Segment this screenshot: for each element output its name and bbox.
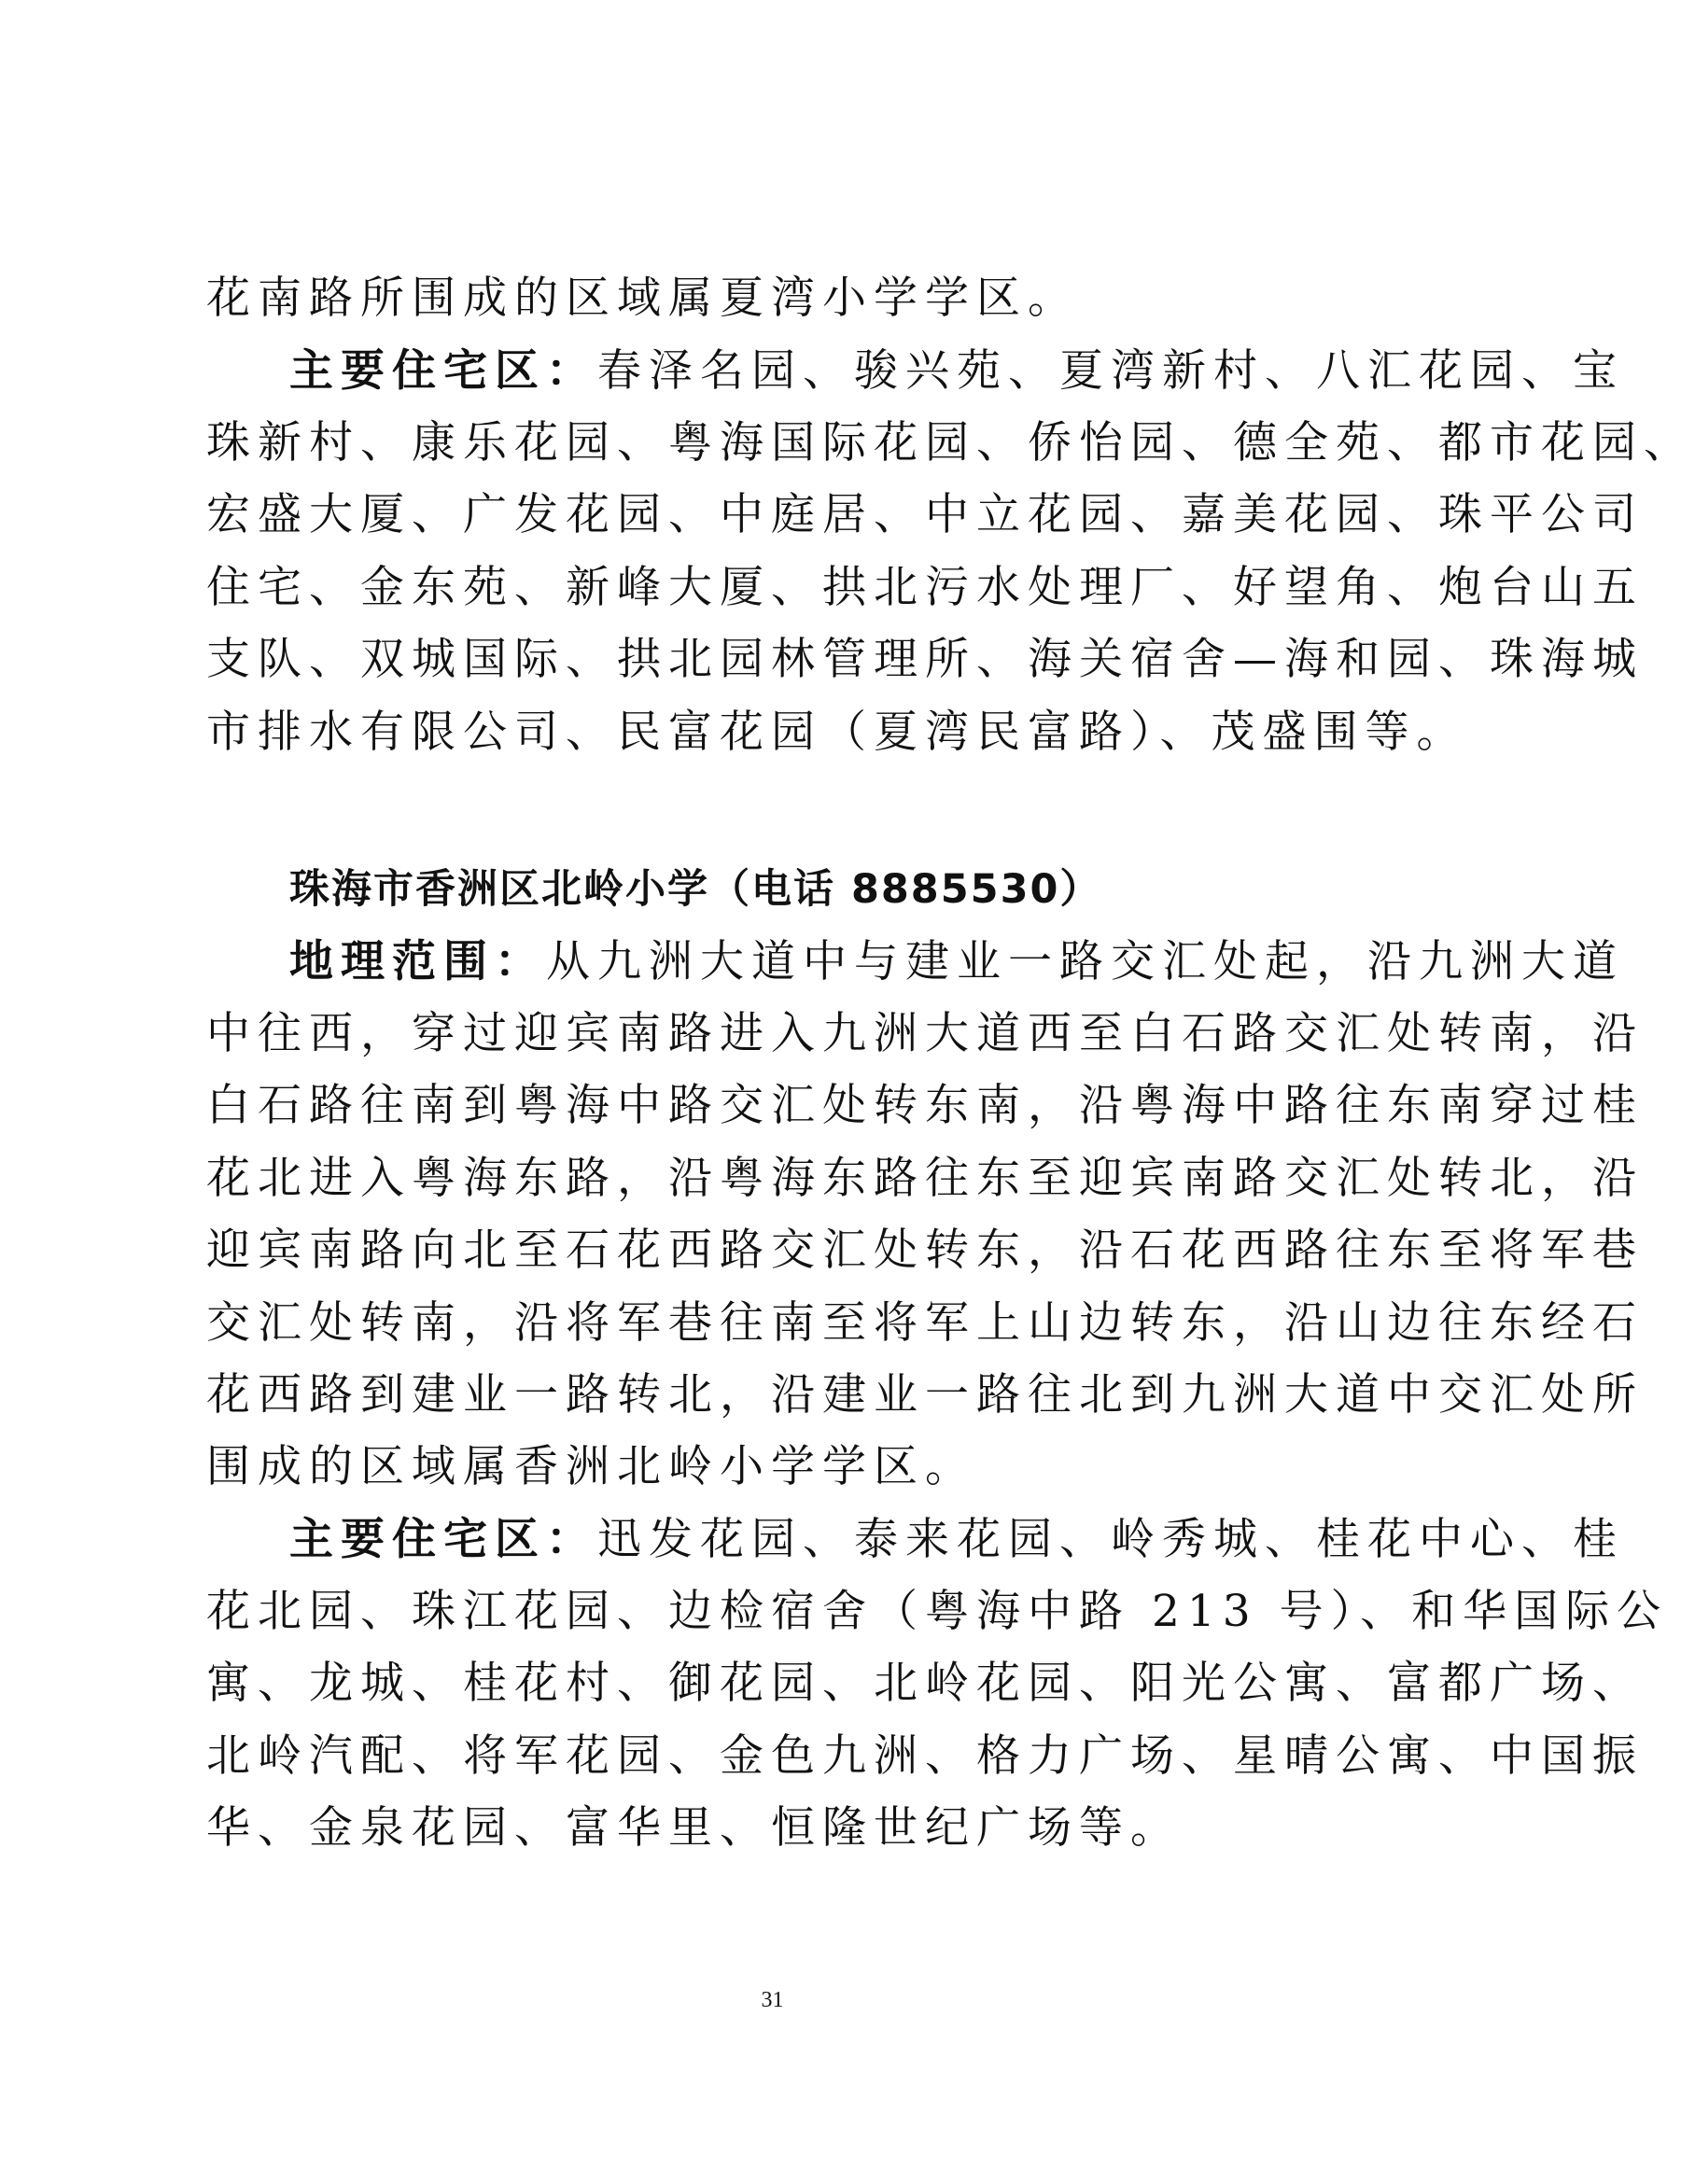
- text-line: 支队、双城国际、拱北园林管理所、海关宿舍—海和园、珠海城: [206, 634, 1644, 685]
- text-line: [289, 927, 1624, 998]
- text-line: 北岭汽配、将军花园、金色九洲、格力广场、星晴公寓、中国振: [206, 1730, 1644, 1782]
- text-line: 住宅、金东苑、新峰大厦、拱北污水处理厂、好望角、炮台山五: [206, 562, 1644, 613]
- text-run: 迅发花园、泰来花园、岭秀城、桂花中心、桂: [597, 1514, 1624, 1565]
- text-line: 市排水有限公司、民富花园（夏湾民富路）、茂盛围等。: [206, 707, 1468, 758]
- section-label: 主要住宅区：: [289, 345, 597, 397]
- text-line: 华、金泉花园、富华里、恒隆世纪广场等。: [206, 1802, 1182, 1854]
- text-run: 春泽名园、骏兴苑、夏湾新村、八汇花园、宝: [597, 345, 1624, 397]
- school-heading: 珠海市香洲区北岭小学（电话 8885530）: [289, 866, 1102, 913]
- text-line: 交汇处转南，沿将军巷往南至将军上山边转东，沿山边往东经石: [206, 1297, 1644, 1349]
- text-line: 围成的区域属香洲北岭小学学区。: [206, 1441, 976, 1492]
- text-line: 珠新村、康乐花园、粤海国际花园、侨怡园、德全苑、都市花园、: [206, 417, 1695, 469]
- text-line: 迎宾南路向北至石花西路交汇处转东，沿石花西路往东至将军巷: [206, 1225, 1644, 1276]
- page-number: 31: [761, 1988, 784, 2012]
- text-line: [289, 1505, 1624, 1575]
- text-line: 白石路往南到粤海中路交汇处转东南，沿粤海中路往东南穿过桂: [206, 1080, 1644, 1131]
- section-label: 主要住宅区：: [289, 1514, 597, 1565]
- text-line: [289, 336, 1624, 407]
- text-line: 花南路所围成的区域属夏湾小学学区。: [206, 273, 1079, 324]
- text-line: 花北进入粤海东路，沿粤海东路往东至迎宾南路交汇处转北，沿: [206, 1153, 1644, 1204]
- text-line: 花北园、珠江花园、边检宿舍（粤海中路 213 号）、和华国际公: [206, 1586, 1669, 1637]
- text-line: 寓、龙城、桂花村、御花园、北岭花园、阳光公寓、富都广场、: [206, 1658, 1644, 1709]
- section-label: 地理范围：: [289, 936, 546, 987]
- text-line: 中往西，穿过迎宾南路进入九洲大道西至白石路交汇处转南，沿: [206, 1008, 1644, 1059]
- text-line: 宏盛大厦、广发花园、中庭居、中立花园、嘉美花园、珠平公司: [206, 489, 1644, 540]
- text-line: 花西路到建业一路转北，沿建业一路往北到九洲大道中交汇处所: [206, 1369, 1644, 1421]
- text-run: 从九洲大道中与建业一路交汇处起，沿九洲大道: [546, 936, 1624, 987]
